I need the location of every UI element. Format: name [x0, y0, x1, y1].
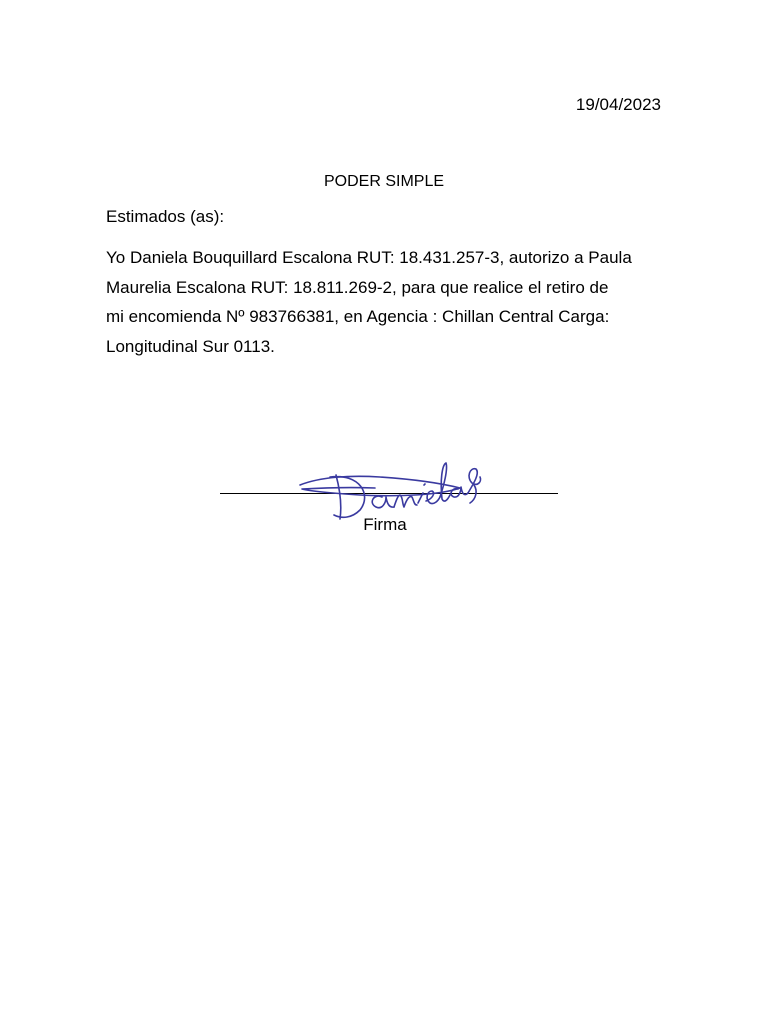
- greeting-line: Estimados (as):: [106, 207, 225, 226]
- document-title: PODER SIMPLE: [323, 173, 445, 190]
- signature-label: Firma: [363, 515, 407, 534]
- signature-block: [210, 455, 560, 545]
- body-line: Maurelia Escalona RUT: 18.811.269-2, para que realice el retiro de: [106, 277, 609, 297]
- body-line: mi encomienda Nº 983766381, en Agencia : Chillan Central Carga:: [106, 307, 610, 326]
- body-paragraph: [106, 243, 666, 361]
- body-line: Longitudinal Sur 0113.: [106, 336, 275, 356]
- document-date: 19/04/2023: [575, 95, 661, 114]
- body-line: Yo Daniela Bouquillard Escalona RUT: 18.431.257-3, autorizo a Paula: [106, 248, 632, 267]
